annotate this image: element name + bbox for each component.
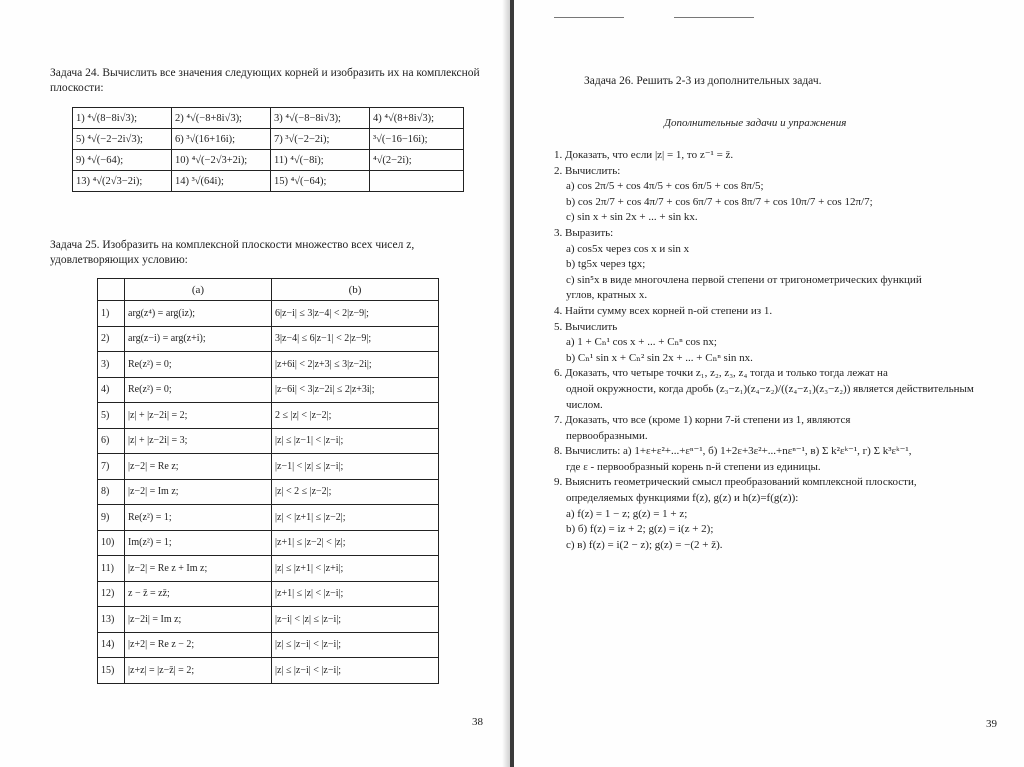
scan-line-mark <box>554 17 624 18</box>
task25-row <box>98 632 439 658</box>
extra-task-line: 7. Доказать, что все (кроме 1) корни 7-й степени из 1, являются <box>554 414 851 427</box>
task25-cell-a: |z+z| = |z−z̄| = 2; <box>125 658 272 684</box>
task24-row <box>73 129 464 150</box>
extra-tasks-list <box>554 148 1014 553</box>
task25-cell-n: 11) <box>98 556 125 582</box>
task25-cell-a: z − z̄ = zz̄; <box>125 581 272 607</box>
task24-cell: 1) ⁴√(8−8i√3); <box>73 108 172 129</box>
extra-task-line: 8. Вычислить: а) 1+ε+ε²+...+εⁿ⁻¹, б) 1+2ε+3ε²+...+nεⁿ⁻¹, в) Σ k²εᵏ⁻¹, г) Σ k³εᵏ⁻¹, <box>554 445 912 458</box>
task26-heading: Задача 26. Решить 2-3 из дополнительных задач. <box>584 75 822 87</box>
task24-cell: 11) ⁴√(−8i); <box>271 150 370 171</box>
scan-line-mark <box>674 17 754 18</box>
task25-cell-n: 7) <box>98 454 125 480</box>
extra-task-line: 1. Доказать, что если |z| = 1, то z⁻¹ = z̄. <box>554 149 734 161</box>
task25-row <box>98 581 439 607</box>
extra-task-line: углов, кратных x. <box>566 289 648 302</box>
task25-cell-a: |z+2| = Re z − 2; <box>125 632 272 658</box>
extra-task-line: одной окружности, когда дробь (z₃−z₁)(z₄−z₂)/((z₄−z₁)(z₃−z₂)) является действительным <box>566 382 974 395</box>
extra-task-line: 6. Доказать, что четыре точки z₁, z₂, z₃, z₄ тогда и только тогда лежат на <box>554 367 888 380</box>
task24-table <box>72 107 464 192</box>
task24-cell: 13) ⁴√(2√3−2i); <box>73 171 172 192</box>
extra-task-line: 5. Вычислить <box>554 320 618 333</box>
task25-cell-a: Re(z²) = 0; <box>125 352 272 378</box>
task25-col-a: (a) <box>125 279 272 301</box>
page-number-left: 38 <box>472 716 483 728</box>
task25-heading: Задача 25. Изобразить на комплексной плоскости множество всех чисел z, удовлетворяющих условию: <box>50 239 415 266</box>
task25-col-b: (b) <box>272 279 439 301</box>
extra-tasks-subtitle: Дополнительные задачи и упражнения <box>664 117 847 129</box>
task25-cell-b: |z+1| ≤ |z−2| < |z|; <box>272 530 439 556</box>
extra-task-line: b) tg5x через tgx; <box>566 258 646 271</box>
task25-cell-n: 3) <box>98 352 125 378</box>
task24-cell: 3) ⁴√(−8−8i√3); <box>271 108 370 129</box>
task25-cell-n: 9) <box>98 505 125 531</box>
task25-row <box>98 428 439 454</box>
task25-cell-n: 10) <box>98 530 125 556</box>
task25-cell-a: arg(z⁴) = arg(iz); <box>125 301 272 327</box>
task25-cell-b: |z| < 2 ≤ |z−2|; <box>272 479 439 505</box>
task24-cell: 2) ⁴√(−8+8i√3); <box>172 108 271 129</box>
task25-table <box>97 278 439 684</box>
extra-task-line: c) sin x + sin 2x + ... + sin kx. <box>566 211 698 224</box>
task25-cell-a: arg(z−i) = arg(z+i); <box>125 326 272 352</box>
task25-row <box>98 403 439 429</box>
task25-row <box>98 658 439 684</box>
extra-task-line: 9. Выяснить геометрический смысл преобразований комплексной плоскости, <box>554 476 917 489</box>
task25-cell-b: |z+1| ≤ |z| < |z−i|; <box>272 581 439 607</box>
task24-cell: ⁴√(2−2i); <box>370 150 464 171</box>
task25-cell-b: |z| ≤ |z+1| < |z+i|; <box>272 556 439 582</box>
page-number-right: 39 <box>986 718 997 730</box>
task25-cell-n: 4) <box>98 377 125 403</box>
task25-cell-b: |z| < |z+1| ≤ |z−2|; <box>272 505 439 531</box>
task24-cell: 9) ⁴√(−64); <box>73 150 172 171</box>
task24-cell: 10) ⁴√(−2√3+2i); <box>172 150 271 171</box>
extra-task-line: где ε - первообразный корень n-й степени из единицы. <box>566 460 821 473</box>
extra-task-line: a) f(z) = 1 − z; g(z) = 1 + z; <box>566 507 688 520</box>
task24-cell: 15) ⁴√(−64); <box>271 171 370 192</box>
book-gutter-shadow <box>502 0 510 767</box>
task25-row <box>98 301 439 327</box>
task24-heading: Задача 24. Вычислить все значения следующих корней и изобразить их на комплексной плоскости: <box>50 67 480 94</box>
extra-task-line: 3. Выразить: <box>554 226 614 239</box>
task25-cell-a: Im(z²) = 1; <box>125 530 272 556</box>
task25-cell-n: 1) <box>98 301 125 327</box>
extra-task-line: a) 1 + Cₙ¹ cos x + ... + Cₙⁿ cos nx; <box>566 336 717 349</box>
task24-cell <box>370 171 464 192</box>
extra-task-line: 4. Найти сумму всех корней n-ой степени из 1. <box>554 304 773 317</box>
task24-cell: ³√(−16−16i); <box>370 129 464 150</box>
task25-cell-b: |z−1| < |z| ≤ |z−i|; <box>272 454 439 480</box>
extra-task-line: b) Cₙ¹ sin x + Cₙ² sin 2x + ... + Cₙⁿ sin nx. <box>566 351 753 364</box>
task24-row <box>73 171 464 192</box>
task25-cell-b: 2 ≤ |z| < |z−2|; <box>272 403 439 429</box>
task25-cell-b: |z−i| < |z| ≤ |z−i|; <box>272 607 439 633</box>
task24-row <box>73 108 464 129</box>
task25-cell-b: |z−6i| < 3|z−2i| ≤ 2|z+3i|; <box>272 377 439 403</box>
extra-task-line: b) cos 2π/7 + cos 4π/7 + cos 6π/7 + cos 8π/7 + cos 10π/7 + cos 12π/7; <box>566 195 873 208</box>
task25-cell-n: 14) <box>98 632 125 658</box>
task25-row <box>98 479 439 505</box>
task24-cell: 4) ⁴√(8+8i√3); <box>370 108 464 129</box>
task25-row <box>98 505 439 531</box>
task25-row <box>98 556 439 582</box>
task25-row <box>98 352 439 378</box>
extra-task-line: первообразными. <box>566 429 648 442</box>
task25-cell-n: 5) <box>98 403 125 429</box>
task24-cell: 7) ³√(−2−2i); <box>271 129 370 150</box>
task25-row <box>98 326 439 352</box>
task25-cell-a: Re(z²) = 1; <box>125 505 272 531</box>
task25-row <box>98 530 439 556</box>
task24-row <box>73 150 464 171</box>
task25-row <box>98 454 439 480</box>
task25-cell-n: 2) <box>98 326 125 352</box>
extra-task-line: c) в) f(z) = i(2 − z); g(z) = −(2 + z̄). <box>566 538 723 551</box>
task25-cell-a: Re(z²) = 0; <box>125 377 272 403</box>
task25-cell-n: 6) <box>98 428 125 454</box>
extra-task-line: числом. <box>566 398 603 411</box>
task25-cell-b: 6|z−i| ≤ 3|z−4| < 2|z−9|; <box>272 301 439 327</box>
task25-cell-b: 3|z−4| ≤ 6|z−1| < 2|z−9|; <box>272 326 439 352</box>
extra-task-line: определяемых функциями f(z), g(z) и h(z)=f(g(z)): <box>566 492 799 505</box>
task25-cell-b: |z| ≤ |z−i| < |z−i|; <box>272 658 439 684</box>
task25-cell-b: |z| ≤ |z−i| < |z−i|; <box>272 632 439 658</box>
task25-cell-a: |z−2i| = Im z; <box>125 607 272 633</box>
task25-cell-a: |z−2| = Re z; <box>125 454 272 480</box>
task24-cell: 5) ⁴√(−2−2i√3); <box>73 129 172 150</box>
task25-cell-a: |z−2| = Re z + Im z; <box>125 556 272 582</box>
task25-row <box>98 377 439 403</box>
task25-col-num <box>98 279 125 301</box>
task25-cell-n: 8) <box>98 479 125 505</box>
extra-task-line: 2. Вычислить: <box>554 164 621 177</box>
right-page <box>514 0 1024 767</box>
task25-cell-n: 13) <box>98 607 125 633</box>
task25-cell-n: 12) <box>98 581 125 607</box>
task25-cell-b: |z| ≤ |z−1| < |z−i|; <box>272 428 439 454</box>
task25-cell-n: 15) <box>98 658 125 684</box>
task25-cell-a: |z| + |z−2i| = 2; <box>125 403 272 429</box>
extra-task-line: b) б) f(z) = iz + 2; g(z) = i(z + 2); <box>566 523 714 536</box>
task24-cell: 14) ³√(64i); <box>172 171 271 192</box>
task25-row <box>98 607 439 633</box>
extra-task-line: a) cos 2π/5 + cos 4π/5 + cos 6π/5 + cos 8π/5; <box>566 180 764 193</box>
extra-task-line: c) sin⁵x в виде многочлена первой степени от тригонометрических функций <box>566 273 922 286</box>
task25-cell-a: |z−2| = Im z; <box>125 479 272 505</box>
task25-cell-a: |z| + |z−2i| = 3; <box>125 428 272 454</box>
task24-cell: 6) ³√(16+16i); <box>172 129 271 150</box>
task25-cell-b: |z+6i| < 2|z+3| ≤ 3|z−2i|; <box>272 352 439 378</box>
extra-task-line: a) cos5x через cos x и sin x <box>566 242 690 255</box>
